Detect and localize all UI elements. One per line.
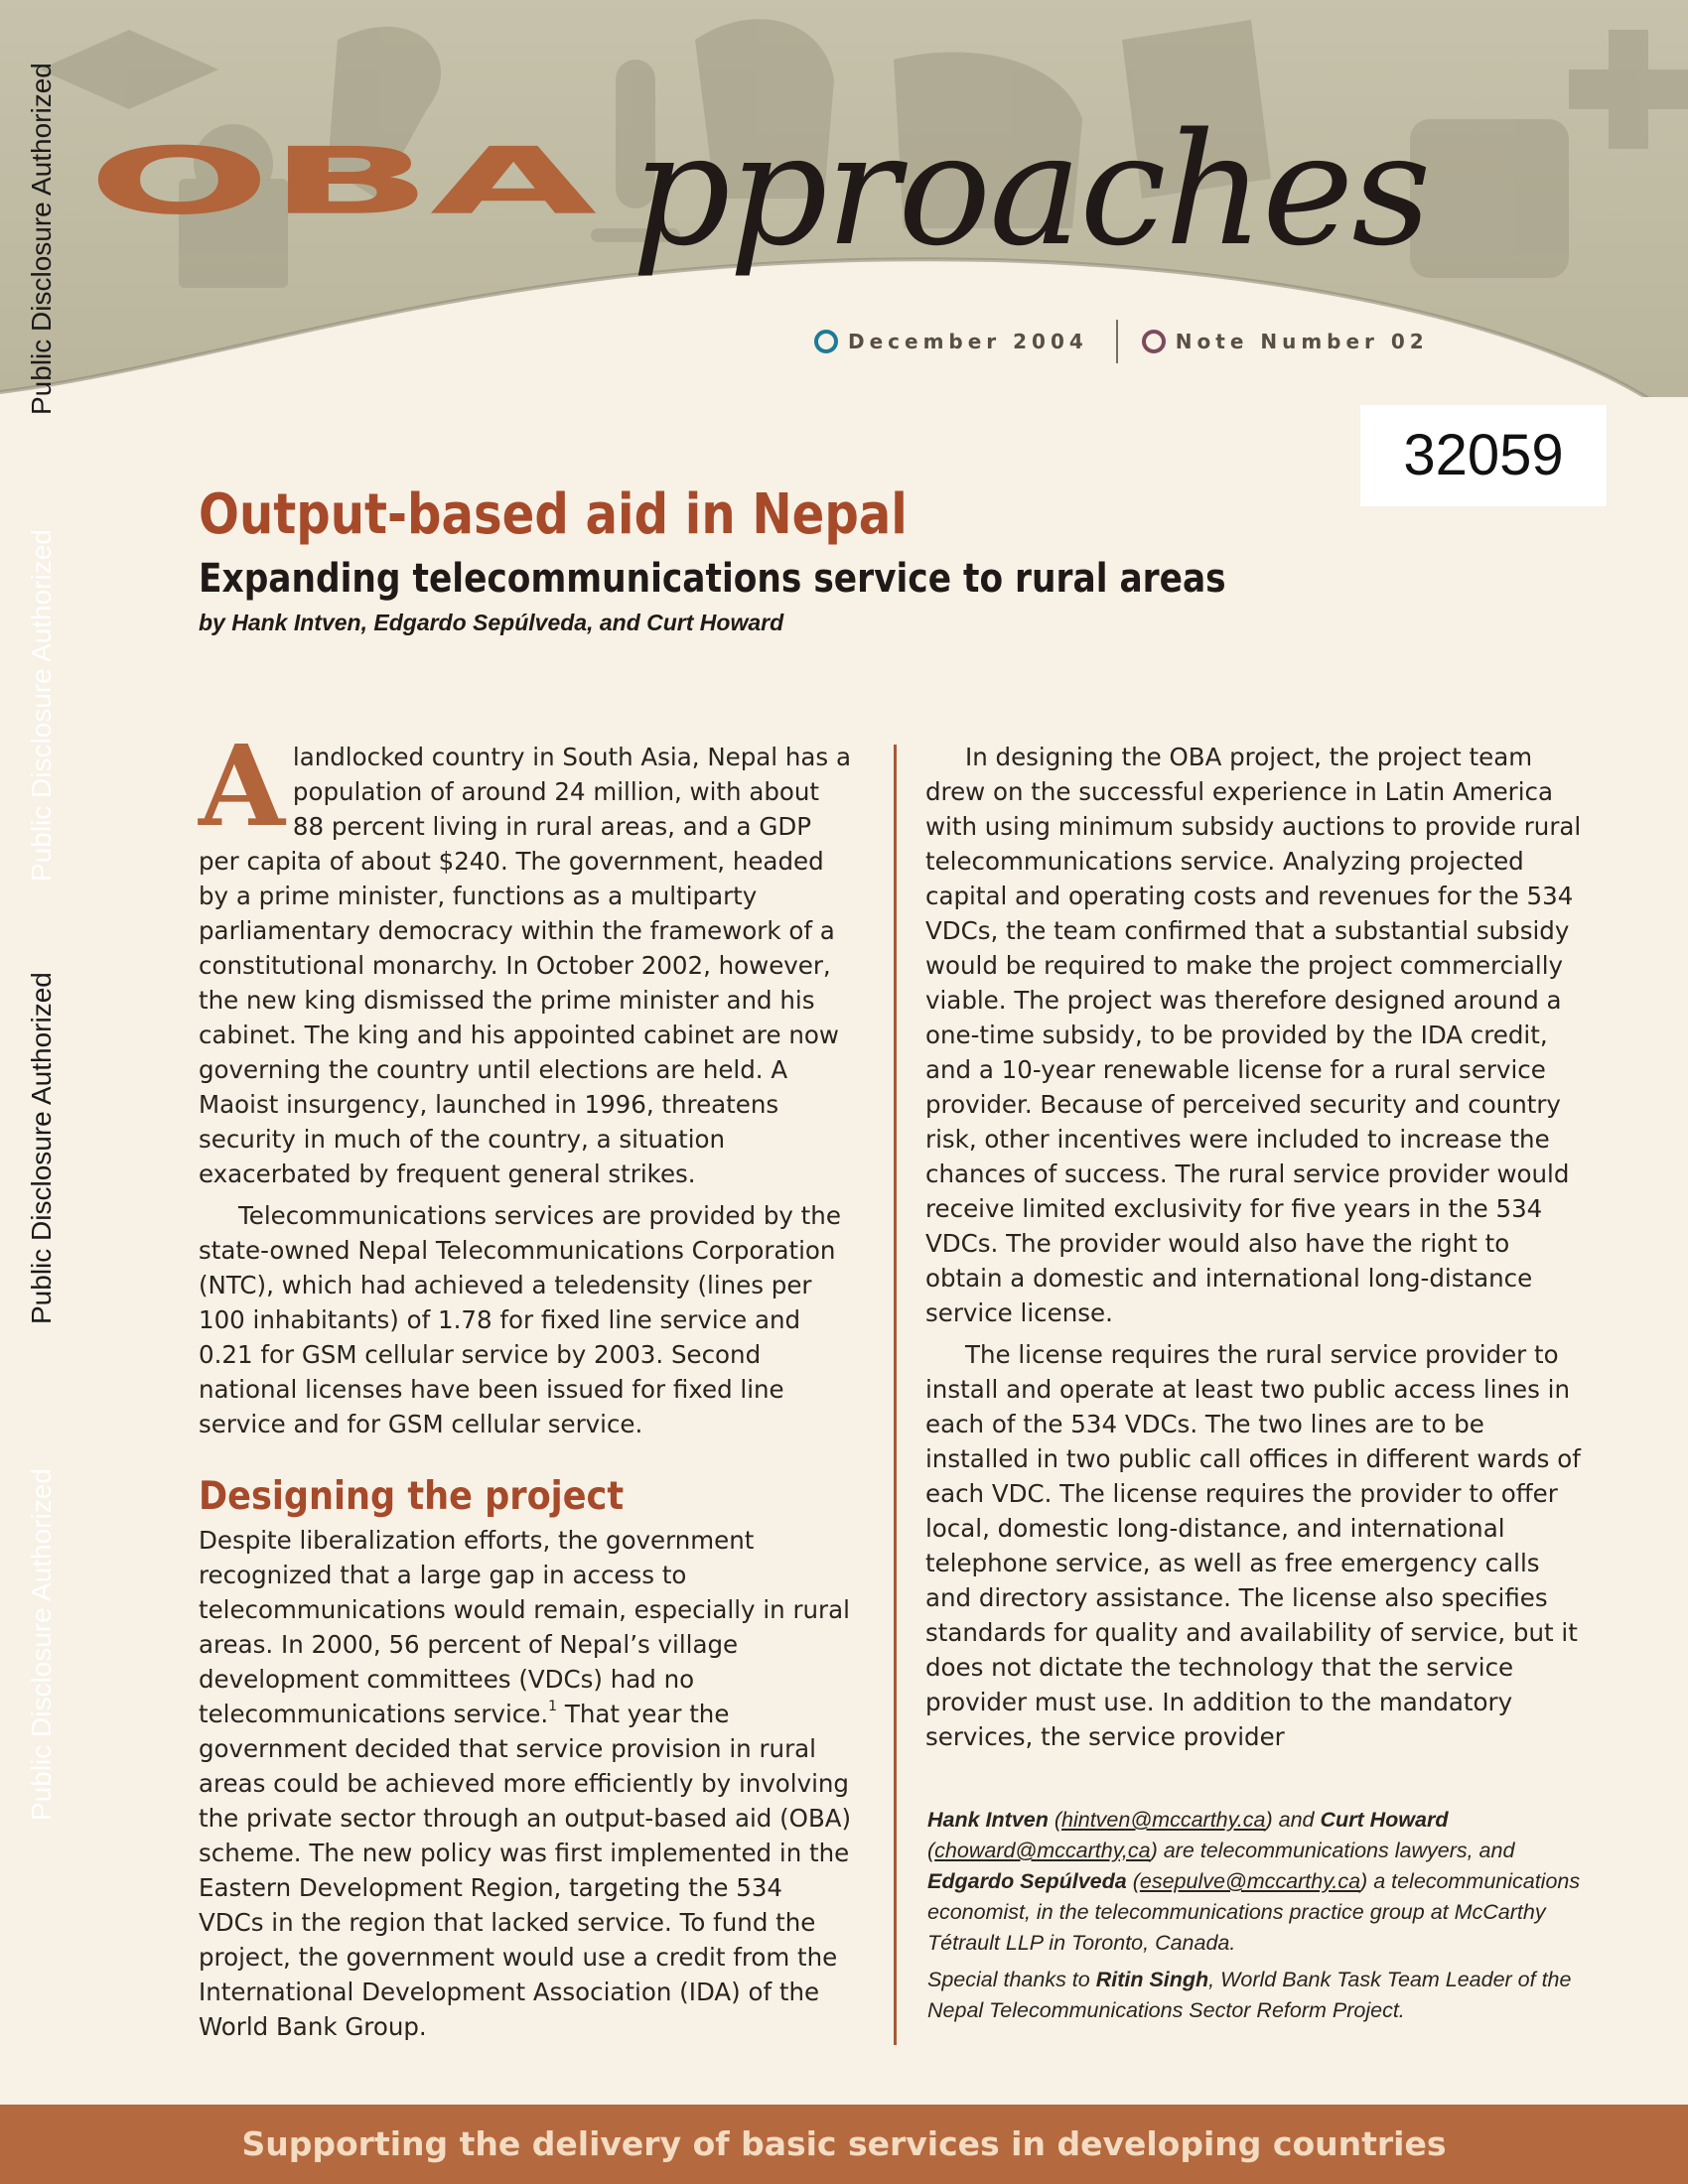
footer-banner bbox=[0, 2105, 1688, 2184]
drop-cap: A bbox=[199, 722, 285, 852]
author-name: Hank Intven bbox=[927, 1808, 1049, 1832]
author-name: Edgardo Sepúlveda bbox=[927, 1869, 1127, 1893]
email-link[interactable]: esepulve@mccarthy.ca bbox=[1139, 1869, 1361, 1893]
circle-icon bbox=[814, 330, 838, 353]
article-byline: by Hank Intven, Edgardo Sepúlveda, and Curt Howard bbox=[199, 610, 784, 635]
thanks-suffix: , World Bank Task Team Leader of the Nepal Telecommunications Sector Reform Project. bbox=[927, 1968, 1572, 2022]
meta-divider bbox=[1116, 320, 1118, 363]
thanks-prefix: Special thanks to bbox=[927, 1968, 1096, 1991]
paragraph bbox=[199, 1523, 854, 2044]
paragraph-text: Despite liberalization efforts, the government recognized that a large gap in access to telecommunications would remain, especially in rural areas. In 2000, 56 percent of Nepal’s village development committees (VDCs) had no telecommunications service. bbox=[199, 1526, 850, 1728]
logo-oba: OBA bbox=[87, 128, 595, 235]
email-link[interactable]: choward@mccarthy,ca bbox=[934, 1839, 1151, 1862]
paragraph-text: That year the government decided that service provision in rural areas could be achieved more efficiently by involving the private sector through an output-based aid (OBA) scheme. The new policy was first implemented in the Eastern Development Region, targeting the 534 VDCs in the region that lacked service. To fund the project, the government would use a credit from the International Development Association (IDA) of the World Bank Group. bbox=[199, 1700, 852, 2041]
document-number: 32059 bbox=[1360, 405, 1607, 506]
footer-tagline: Supporting the delivery of basic services in developing countries bbox=[241, 2124, 1447, 2163]
author-bio: Hank Intven (hintven@mccarthy.ca) and Curt Howard (choward@mccarthy,ca) are telecommunications lawyers, and Edgardo Sepúlveda (esepulve@mccarthy.ca) a telecommunications economist, in the telecommunications practice group at McCarthy Tétrault LLP in Toronto, Canada. bbox=[927, 1808, 1581, 1955]
circle-icon bbox=[1142, 330, 1166, 353]
issue-meta bbox=[814, 324, 1429, 359]
paragraph: In designing the OBA project, the project team drew on the successful experience in Latin America with using minimum subsidy auctions to provide rural telecommunications service. Analyzing projected capital and operating costs and revenues for the 534 VDCs, the team confirmed that a substantial subsidy would be required to make the project commercially viable. The project was therefore designed around a one-time subsidy, to be provided by the IDA credit, and a 10-year renewable license for a rural service provider. Because of perceived security and country risk, other incentives were included to increase the chances of success. The rural service provider would receive limited exclusivity for five years in the 534 VDCs. The provider would also have the right to obtain a domestic and international long-distance service license. bbox=[925, 743, 1582, 1327]
side-stamp-3: Public Disclosure Authorized bbox=[26, 972, 57, 1324]
issue-date: December 2004 bbox=[848, 330, 1088, 353]
paragraph: Telecommunications services are provided by the state-owned Nepal Telecommunications Corporation (NTC), which had achieved a teledensity (lines per 100 inhabitants) of 1.78 for fixed line service and 0.21 for GSM cellular service by 2003. Second national licenses have been issued for fixed line service and for GSM cellular service. bbox=[199, 1201, 841, 1438]
note-number: Note Number 02 bbox=[1175, 330, 1429, 353]
left-column bbox=[199, 722, 854, 2044]
author-note bbox=[927, 1805, 1593, 2026]
connector-text: and bbox=[1272, 1808, 1321, 1832]
obapproaches-logo bbox=[87, 95, 1430, 280]
paragraph-text: landlocked country in South Asia, Nepal has a population of around 24 million, with about 88 percent living in rural areas, and a GDP per capita of about $240. The government, headed by a prime minister, functions as a multiparty parliamentary democracy within the framework of a constitutional monarchy. In October 2002, however, the new king dismissed the prime minister and his cabinet. The king and his appointed cabinet are now governing the country until elections are held. A Maoist insurgency, launched in 1996, threatens security in much of the country, a situation exacerbated by frequent general strikes. bbox=[199, 743, 851, 1188]
column-divider bbox=[894, 745, 897, 2045]
author-name: Curt Howard bbox=[1320, 1808, 1449, 1832]
section-heading: Designing the project bbox=[199, 1474, 625, 1519]
thanks-name: Ritin Singh bbox=[1095, 1968, 1209, 1991]
email-link[interactable]: hintven@mccarthy.ca bbox=[1061, 1808, 1266, 1832]
side-stamp-1: Public Disclosure Authorized bbox=[26, 63, 57, 415]
footnote-marker[interactable]: 1 bbox=[548, 1699, 558, 1714]
article-title: Output-based aid in Nepal bbox=[199, 482, 908, 547]
bio-text: are telecommunications lawyers, and bbox=[1157, 1839, 1515, 1862]
side-stamp-2: Public Disclosure Authorized bbox=[26, 529, 57, 882]
side-stamp-4: Public Disclosure Authorized bbox=[26, 1468, 57, 1821]
article-subtitle: Expanding telecommunications service to rural areas bbox=[199, 556, 1226, 602]
paragraph bbox=[199, 722, 854, 1191]
logo-pproaches: pproaches bbox=[632, 99, 1430, 280]
document-icon bbox=[1410, 119, 1569, 278]
acknowledgement bbox=[927, 1965, 1593, 2026]
bio-text: a telecommunications economist, in the telecommunications practice group at McCarthy Tétrault LLP in Toronto, Canada. bbox=[927, 1869, 1581, 1955]
right-column bbox=[925, 740, 1591, 1754]
paragraph: The license requires the rural service provider to install and operate at least two public access lines in each of the 534 VDCs. The two lines are to be installed in two public call offices in different wards of each VDC. The license requires the provider to offer local, domestic long-distance, and international telephone service, as well as free emergency calls and directory assistance. The license also specifies standards for quality and availability of service, but it does not dictate the technology that the service provider must use. In addition to the mandatory services, the service provider bbox=[925, 1340, 1581, 1751]
